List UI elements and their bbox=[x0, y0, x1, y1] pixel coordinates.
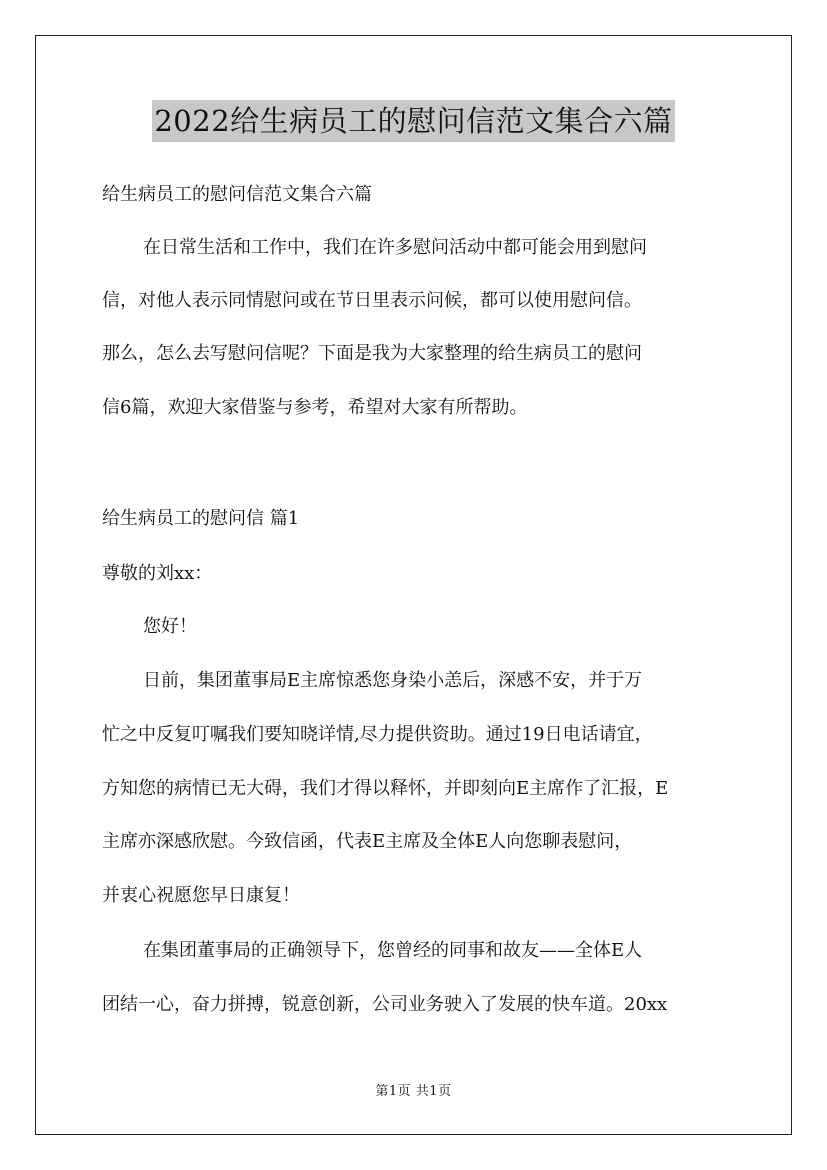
section-heading: 给生病员工的慰问信 篇1 bbox=[102, 508, 300, 529]
body-line: 日前，集团董事局E主席惊悉您身染小恙后，深感不安，并于万 bbox=[143, 670, 643, 691]
greeting: 您好！ bbox=[143, 616, 197, 637]
body-line: 团结一心，奋力拼搏，锐意创新，公司业务驶入了发展的快车道。20xx bbox=[102, 994, 668, 1015]
body-line: 在集团董事局的正确领导下，您曾经的同事和故友——全体E人 bbox=[143, 940, 643, 961]
body-line: 忙之中反复叮嘱我们要知晓详情,尽力提供资助。通过19日电话请宜， bbox=[102, 724, 653, 745]
body-line: 那么，怎么去写慰问信呢？下面是我为大家整理的给生病员工的慰问 bbox=[102, 343, 642, 364]
body-line: 在日常生活和工作中，我们在许多慰问活动中都可能会用到慰问 bbox=[143, 237, 647, 258]
body-line: 并衷心祝愿您早日康复！ bbox=[102, 885, 300, 906]
page-footer: 第1页 共1页 bbox=[375, 1084, 452, 1099]
subtitle-line: 给生病员工的慰问信范文集合六篇 bbox=[102, 184, 372, 205]
body-line: 主席亦深感欣慰。今致信函，代表E主席及全体E人向您聊表慰问， bbox=[102, 831, 633, 852]
document-title: 2022给生病员工的慰问信范文集合六篇 bbox=[152, 100, 674, 142]
body-line: 信6篇，欢迎大家借鉴与参考，希望对大家有所帮助。 bbox=[102, 397, 528, 418]
salutation: 尊敬的刘xx： bbox=[102, 563, 213, 584]
body-line: 方知您的病情已无大碍，我们才得以释怀，并即刻向E主席作了汇报，E bbox=[102, 778, 669, 799]
title-container bbox=[0, 100, 827, 142]
body-line: 信，对他人表示同情慰问或在节日里表示问候，都可以使用慰问信。 bbox=[102, 290, 642, 311]
